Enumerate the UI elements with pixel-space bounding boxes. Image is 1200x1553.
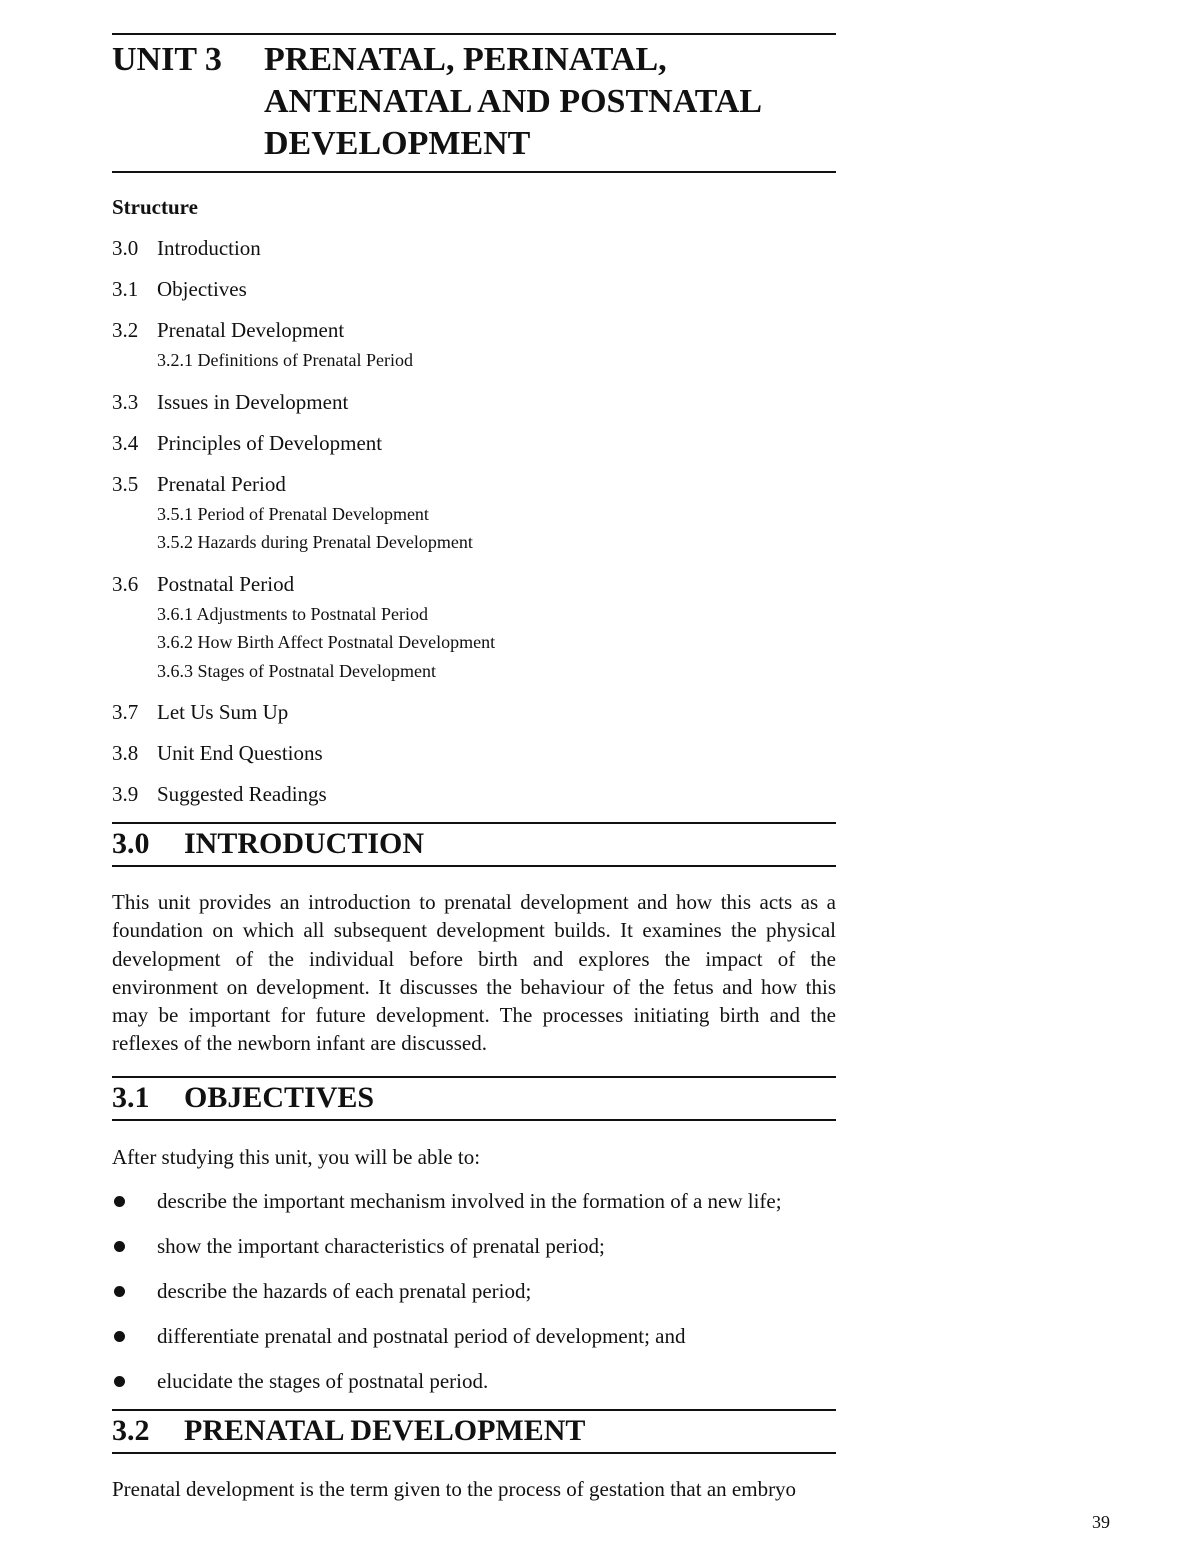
toc-label: Unit End Questions — [157, 741, 323, 765]
toc-number: 3.7 — [112, 700, 139, 724]
toc-number: 3.5 — [112, 471, 139, 496]
section-title: OBJECTIVES — [184, 1080, 375, 1114]
unit-header — [112, 33, 836, 173]
toc-subitem: 3.5.2 Hazards during Prenatal Development — [157, 532, 473, 552]
toc-label: Prenatal Development — [157, 318, 345, 342]
toc-number: 3.0 — [112, 236, 139, 260]
document-page — [112, 33, 836, 1503]
toc-subitem: 3.6.2 How Birth Affect Postnatal Development — [157, 632, 496, 652]
toc-entry — [112, 570, 836, 686]
toc-entry — [112, 429, 836, 457]
list-item — [112, 1322, 836, 1350]
bullet-icon — [112, 1232, 157, 1260]
list-item — [112, 1232, 836, 1260]
unit-title — [264, 39, 836, 165]
toc-label: Principles of Development — [157, 430, 383, 455]
toc-entry — [112, 739, 836, 767]
introduction-paragraph: This unit provides an introduction to prenatal development and how this acts as a foundation on which all subsequent development builds. It examines the physical development of the individual before birth and explores the impact of the environment on development. It discusses the behaviour of the fetus and how this may be important for future development. The processes initiating birth and the reflexes of the newborn infant are discussed. — [112, 890, 836, 1056]
toc-subitem: 3.6.1 Adjustments to Postnatal Period — [157, 603, 429, 624]
toc-entry — [112, 316, 836, 375]
list-item-text: elucidate the stages of postnatal period. — [157, 1368, 489, 1393]
table-of-contents — [112, 234, 836, 808]
toc-number: 3.6 — [112, 571, 139, 596]
list-item — [112, 1367, 836, 1395]
bullet-icon — [112, 1187, 157, 1215]
toc-entry — [112, 698, 836, 726]
toc-entry — [112, 234, 836, 262]
toc-entry — [112, 780, 836, 808]
objectives-lead: After studying this unit, you will be able to: — [112, 1144, 481, 1169]
toc-number: 3.9 — [112, 782, 139, 806]
list-item-text: describe the important mechanism involved in the formation of a new life; — [157, 1188, 782, 1213]
toc-number: 3.2 — [112, 318, 139, 342]
unit-title-line: DEVELOPMENT — [264, 125, 531, 162]
section-title: INTRODUCTION — [184, 827, 425, 860]
toc-label: Issues in Development — [157, 389, 349, 414]
list-item-text: show the important characteristics of prenatal period; — [157, 1233, 605, 1258]
unit-title-line: PRENATAL, PERINATAL, — [264, 41, 667, 78]
toc-subitem: 3.5.1 Period of Prenatal Development — [157, 503, 429, 524]
toc-number: 3.8 — [112, 741, 139, 765]
structure-heading: Structure — [112, 195, 198, 219]
objectives-list — [112, 1187, 836, 1395]
unit-number: UNIT 3 — [112, 41, 222, 78]
section-heading-objectives — [112, 1076, 836, 1121]
toc-label: Objectives — [157, 277, 247, 301]
toc-label: Let Us Sum Up — [157, 700, 289, 724]
toc-number: 3.4 — [112, 430, 139, 455]
section-title: PRENATAL DEVELOPMENT — [184, 1413, 586, 1447]
section-number: 3.2 — [112, 1413, 150, 1447]
list-item — [112, 1187, 836, 1215]
section-heading-prenatal-development — [112, 1409, 836, 1454]
bullet-icon — [112, 1277, 157, 1305]
section-heading-introduction — [112, 822, 836, 867]
toc-entry — [112, 275, 836, 303]
toc-subitem: 3.2.1 Definitions of Prenatal Period — [157, 350, 413, 370]
toc-entry — [112, 388, 836, 416]
toc-entry — [112, 470, 836, 557]
toc-number: 3.3 — [112, 389, 139, 414]
section-number: 3.0 — [112, 827, 150, 860]
bullet-icon — [112, 1322, 157, 1350]
bullet-icon — [112, 1367, 157, 1395]
unit-title-line: ANTENATAL AND POSTNATAL — [264, 83, 763, 120]
toc-subitem: 3.6.3 Stages of Postnatal Development — [157, 660, 436, 681]
toc-label: Postnatal Period — [157, 571, 295, 596]
section-number: 3.1 — [112, 1080, 150, 1114]
toc-label: Prenatal Period — [157, 471, 286, 496]
toc-number: 3.1 — [112, 277, 139, 301]
list-item — [112, 1277, 836, 1305]
toc-label: Suggested Readings — [157, 782, 327, 806]
list-item-text: describe the hazards of each prenatal period; — [157, 1278, 532, 1303]
list-item-text: differentiate prenatal and postnatal period of development; and — [157, 1323, 686, 1348]
prenatal-paragraph: Prenatal development is the term given to the process of gestation that an embryo — [112, 1476, 797, 1501]
page-number: 39 — [1092, 1512, 1110, 1532]
toc-label: Introduction — [157, 236, 261, 260]
